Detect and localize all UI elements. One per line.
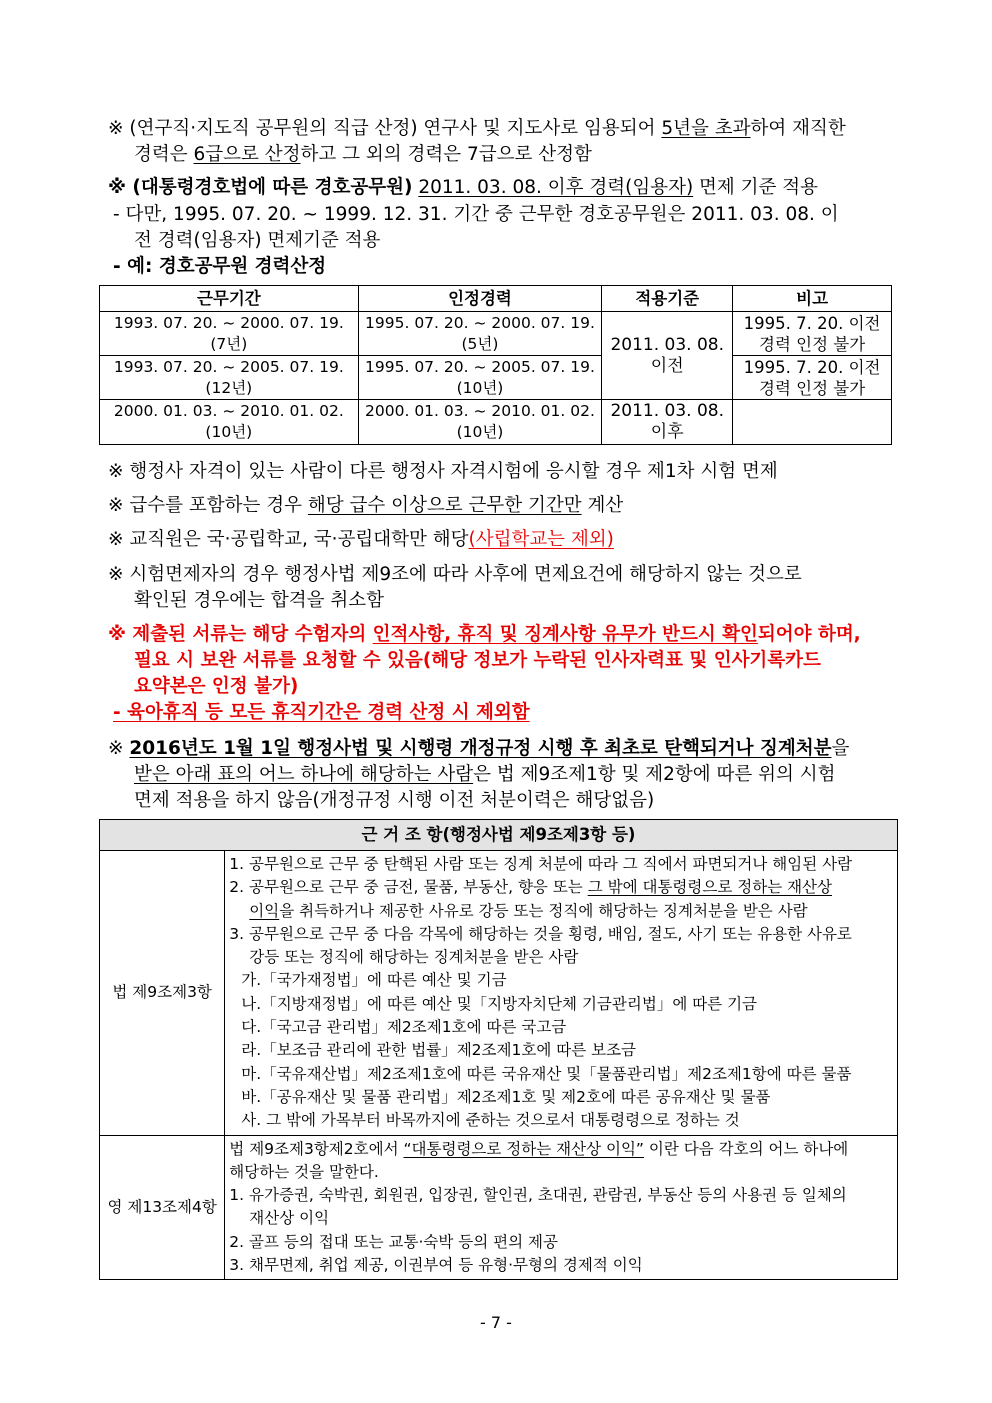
note-security-sub-line2: 전 경력(임용자) 면제기준 적용: [134, 230, 381, 251]
note-research-line2: 경력은 6급으로 산정하고 그 외의 경력은 7급으로 산정함: [134, 144, 592, 165]
note-grade: ※ 급수를 포함하는 경우 해당 급수 이상으로 근무한 기간만 계산: [108, 495, 624, 516]
table-row: 1993. 07. 20. ~ 2000. 07. 19. (7년) 1995. 07. 20. ~ 2000. 07. 19. (5년) 2011. 03. 08. 이전 1995. 7. 20. 이전 경력 인정 불가: [100, 312, 892, 356]
note-exam-exemption: ※ 행정사 자격이 있는 사람이 다른 행정사 자격시험에 응시할 경우 제1차 시험 면제: [108, 461, 778, 482]
note-cancel-line1: ※ 시험면제자의 경우 행정사법 제9조에 따라 사후에 면제요건에 해당하지 않는 것으로: [108, 564, 802, 585]
legal-basis-header: 근 거 조 항(행정사법 제9조제3항 등): [100, 820, 898, 851]
col-header-standard: 적용기준: [602, 286, 733, 312]
note-documents-line3: 요약본은 인정 불가): [134, 676, 299, 697]
note-disciplinary-line3: 면제 적용을 하지 않음(개정규정 시행 이전 처분이력은 해당없음): [134, 790, 655, 811]
row-label-decree: 영 제13조제4항: [100, 1135, 225, 1280]
example-heading: - 예: 경호공무원 경력산정: [113, 256, 327, 277]
note-documents-line1: ※ 제출된 서류는 해당 수험자의 인적사항, 휴직 및 징계사항 유무가 반드시 확인되어야 하며,: [108, 624, 861, 645]
note-cancel-line2: 확인된 경우에는 합격을 취소함: [134, 590, 384, 611]
note-research-line1: ※ (연구직·지도직 공무원의 직급 산정) 연구사 및 지도사로 임용되어 5년을 초과하여 재직한: [108, 118, 846, 139]
table-row: 1993. 07. 20. ~ 2005. 07. 19. (12년) 1995. 07. 20. ~ 2005. 07. 19. (10년) 1995. 7. 20. 이전 경력 인정 불가: [100, 356, 892, 400]
note-leave-excluded: - 육아휴직 등 모든 휴직기간은 경력 산정 시 제외함: [113, 702, 530, 723]
col-header-recognized: 인정경력: [358, 286, 602, 312]
note-documents-line2: 필요 시 보완 서류를 요청할 수 있음(해당 정보가 누락된 인사자력표 및 인사기록카드: [134, 650, 821, 671]
col-header-period: 근무기간: [100, 286, 359, 312]
legal-basis-table: [99, 819, 898, 1280]
table-row: 2000. 01. 03. ~ 2010. 01. 02. (10년) 2000. 01. 03. ~ 2010. 01. 02. (10년) 2011. 03. 08. 이후: [100, 400, 892, 445]
note-security-sub-line1: - 다만, 1995. 07. 20. ~ 1999. 12. 31. 기간 중 근무한 경호공무원은 2011. 03. 08. 이: [113, 204, 839, 225]
note-disciplinary-line2: 받은 아래 표의 어느 하나에 해당하는 사람은 법 제9조제1항 및 제2항에 따른 위의 시험: [134, 764, 836, 785]
table-row: 영 제13조제4항 법 제9조제3항제2호에서 “대통령령으로 정하는 재산상 이익” 이란 다음 각호의 어느 하나에 해당하는 것을 말한다. 1. 유가증권, 숙박권, 회원권, 입장권, 할인권, 초대권, 관람권, 부동산 등의 사용권 등 일체의 재산상 이익 2. 골프 등의 접대 또는 교통·숙박 등의 편의 제공 3. 채무면제, 취업 제공, 이권부여 등 유형·무형의 경제적 이익: [100, 1135, 898, 1280]
col-header-remark: 비고: [733, 286, 892, 312]
note-disciplinary-line1: ※ 2016년도 1월 1일 행정사법 및 시행령 개정규정 시행 후 최초로 탄핵되거나 징계처분을: [108, 738, 850, 759]
career-table: [99, 285, 892, 445]
table-row: 법 제9조제3항 1. 공무원으로 근무 중 탄핵된 사람 또는 징계 처분에 따라 그 직에서 파면되거나 해임된 사람 2. 공무원으로 근무 중 금전, 물품, 부동산, 향응 또는 그 밖에 대통령령으로 정하는 재산상 이익을 취득하거나 제공한 사유로 강등 또는 정직에 해당하는 징계처분을 받은 사람 3. 공무원으로 근무 중 다음 각목에 해당하는 것을 횡령, 배임, 절도, 사기 또는 유용한 사유로 강등 또는 정직에 해당하는 징계처분을 받은 사람 가.「국가재정법」에 따른 예산 및 기금 나.「지방재정법」에 따른 예산 및「지방자치단체 기금관리법」에 따른 기금 다.「국고금 관리법」제2조제1호에 따른 국고금 라.「보조금 관리에 관한 법률」제2조제1호에 따른 보조금 마.「국유재산법」제2조제1호에 따른 국유재산 및「물품관리법」제2조제1항에 따른 물품 바.「공유재산 및 물품 관리법」제2조제1호 및 제2호에 따른 공유재산 및 물품 사. 그 밖에 가목부터 바목까지에 준하는 것으로서 대통령령으로 정하는 것: [100, 851, 898, 1136]
row-label-law: 법 제9조제3항: [100, 851, 225, 1136]
note-security-official: ※ (대통령경호법에 따른 경호공무원) 2011. 03. 08. 이후 경력(임용자) 면제 기준 적용: [108, 177, 819, 198]
page-number: - 7 -: [480, 1313, 512, 1332]
note-school-staff: ※ 교직원은 국·공립학교, 국·공립대학만 해당(사립학교는 제외): [108, 529, 614, 550]
